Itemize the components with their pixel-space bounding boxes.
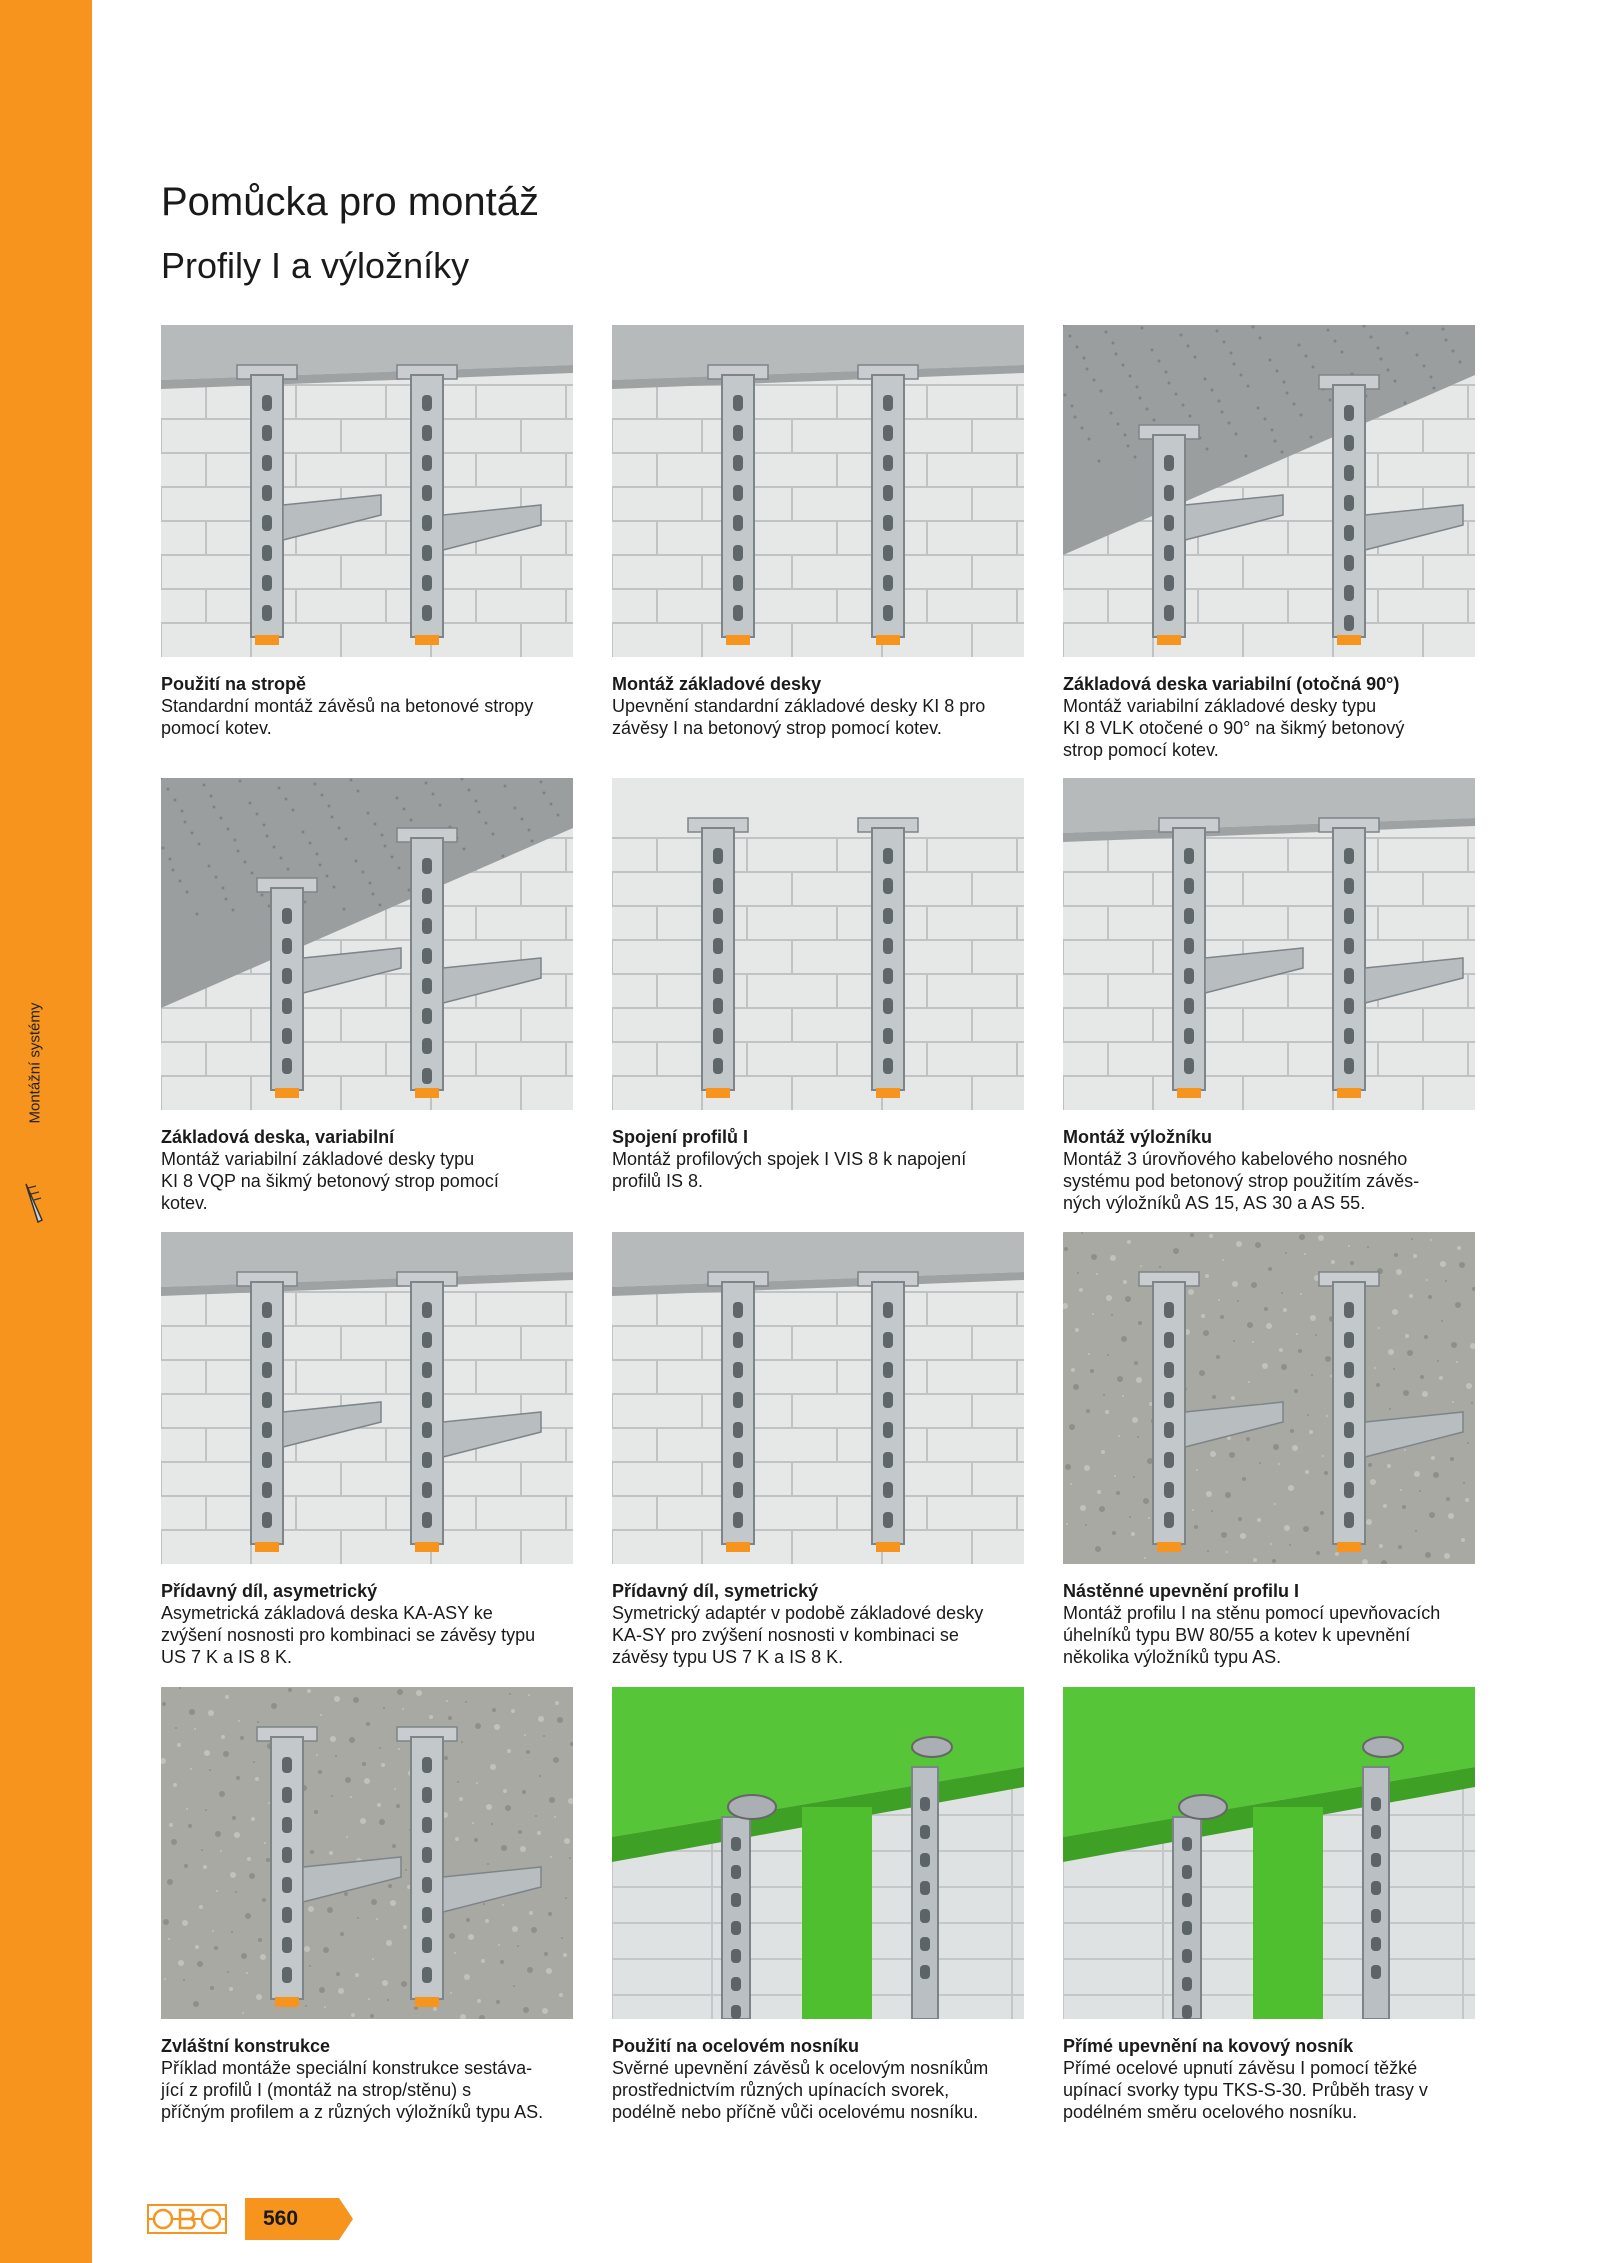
card-description: Asymetrická základová deska KA-ASY ke zvýšení nosnosti pro kombinaci se závěsy typu US 7 K a IS 8 K. [161,1603,536,1667]
card-title: Základová deska variabilní (otočná 90°) [1063,674,1400,694]
installation-illustration [612,1687,1024,2019]
card-caption [161,1126,573,1214]
card-title: Přídavný díl, asymetrický [161,1581,378,1601]
product-card [612,325,1024,739]
installation-illustration [612,778,1024,1110]
installation-photo [1063,1232,1475,1564]
card-caption [1063,1126,1475,1214]
page-title: Pomůcka pro montáž [161,180,539,224]
card-title: Základová deska, variabilní [161,1127,395,1147]
installation-illustration [161,1232,573,1564]
card-caption [161,1580,573,1668]
card-caption [161,673,573,739]
card-description: Montáž variabilní základové desky typu KI 8 VLK otočené o 90° na šikmý betonový strop pomocí kotev. [1063,696,1405,760]
installation-photo [161,1232,573,1564]
card-title: Přímé upevnění na kovový nosník [1063,2036,1354,2056]
card-caption [1063,673,1475,761]
product-card [161,325,573,739]
installation-illustration [1063,778,1475,1110]
installation-illustration [161,1687,573,2019]
card-title: Montáž základové desky [612,674,822,694]
installation-illustration [1063,1687,1475,2019]
card-description: Symetrický adaptér v podobě základové desky KA-SY pro zvýšení nosnosti v kombinaci se závěsy typu US 7 K a IS 8 K. [612,1603,984,1667]
card-caption [612,2035,1024,2123]
card-title: Použití na ocelovém nosníku [612,2036,860,2056]
card-description: Montáž variabilní základové desky typu KI 8 VQP na šikmý betonový strop pomocí kotev. [161,1149,499,1213]
card-caption [612,673,1024,739]
product-card [612,1687,1024,2123]
installation-photo [161,778,573,1110]
page-subtitle: Profily I a výložníky [161,245,470,286]
card-title: Nástěnné upevnění profilu I [1063,1581,1300,1601]
product-card [612,1232,1024,1668]
sidebar-band [0,0,92,2263]
installation-illustration [1063,325,1475,657]
card-description: Montáž profilu I na stěnu pomocí upevňovacích úhelníků typu BW 80/55 a kotev k upevnění několika výložníků typu AS. [1063,1603,1441,1667]
card-caption [161,2035,573,2123]
product-card [612,778,1024,1192]
product-card [161,1232,573,1668]
card-caption [612,1580,1024,1668]
installation-illustration [1063,1232,1475,1564]
installation-illustration [161,325,573,657]
tool-icon [22,1180,48,1228]
card-title: Zvláštní konstrukce [161,2036,331,2056]
card-caption [1063,2035,1475,2123]
card-description: Upevnění standardní základové desky KI 8 pro závěsy I na betonový strop pomocí kotev. [612,696,986,738]
installation-illustration [161,778,573,1110]
card-caption [1063,1580,1475,1668]
installation-photo [1063,1687,1475,2019]
obo-logo [147,2203,227,2235]
card-description: Standardní montáž závěsů na betonové stropy pomocí kotev. [161,696,534,738]
installation-photo [1063,325,1475,657]
installation-photo [612,1232,1024,1564]
installation-photo [1063,778,1475,1110]
product-card [161,778,573,1214]
installation-photo [612,778,1024,1110]
installation-photo [612,325,1024,657]
card-title: Přídavný díl, symetrický [612,1581,819,1601]
card-title: Spojení profilů I [612,1127,748,1147]
card-title: Montáž výložníku [1063,1127,1213,1147]
product-card [1063,1232,1475,1668]
product-card [1063,1687,1475,2123]
installation-illustration [612,325,1024,657]
card-description: Příklad montáže speciální konstrukce sestáva- jící z profilů I (montáž na strop/stěnu) s příčným profilem a z různých výložníků typu AS. [161,2058,544,2122]
installation-photo [161,1687,573,2019]
product-card [1063,778,1475,1214]
installation-illustration [612,1232,1024,1564]
installation-photo [612,1687,1024,2019]
card-title: Použití na stropě [161,674,307,694]
card-description: Montáž 3 úrovňového kabelového nosného systému pod betonový strop použitím závěs- ných výložníků AS 15, AS 30 a AS 55. [1063,1149,1420,1213]
card-caption [612,1126,1024,1192]
sidebar-label: Montážní systémy [26,1002,44,1124]
installation-photo [161,325,573,657]
card-description: Přímé ocelové upnutí závěsu I pomocí těžké upínací svorky typu TKS-S-30. Průběh trasy v podélném směru ocelového nosníku. [1063,2058,1428,2122]
page-number: 560 [263,2207,299,2230]
card-description: Svěrné upevnění závěsů k ocelovým nosníkům prostřednictvím různých upínacích svorek, podélně nebo příčně vůči ocelovému nosníku. [612,2058,989,2122]
product-card [161,1687,573,2123]
page-number-tab [245,2198,353,2240]
card-description: Montáž profilových spojek I VIS 8 k napojení profilů IS 8. [612,1149,967,1191]
product-card [1063,325,1475,761]
